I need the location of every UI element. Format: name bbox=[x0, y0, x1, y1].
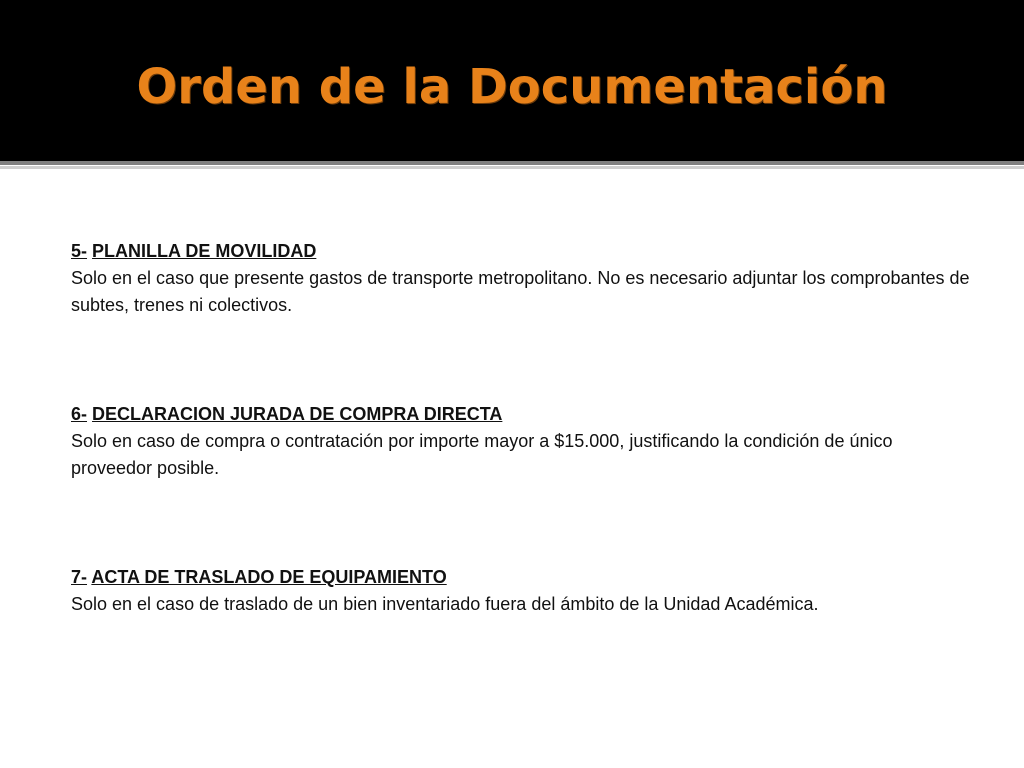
section-title: ACTA DE TRASLADO DE EQUIPAMIENTO bbox=[91, 567, 447, 587]
section-heading bbox=[71, 238, 971, 265]
slide-content bbox=[71, 238, 971, 618]
title-divider bbox=[0, 161, 1024, 165]
section-body: Solo en el caso que presente gastos de transporte metropolitano. No es necesario adjuntar los comprobantes de subtes, trenes ni colectivos. bbox=[71, 268, 970, 315]
section-acta-traslado bbox=[71, 564, 971, 618]
title-divider-light bbox=[0, 166, 1024, 169]
section-planilla-movilidad bbox=[71, 238, 971, 319]
section-body: Solo en el caso de traslado de un bien inventariado fuera del ámbito de la Unidad Académica. bbox=[71, 594, 819, 614]
section-title: DECLARACION JURADA DE COMPRA DIRECTA bbox=[92, 404, 503, 424]
title-band bbox=[0, 0, 1024, 161]
section-body: Solo en caso de compra o contratación por importe mayor a $15.000, justificando la condición de único proveedor posible. bbox=[71, 431, 893, 478]
section-heading bbox=[71, 564, 971, 591]
section-heading bbox=[71, 401, 971, 428]
section-number: 5- bbox=[71, 241, 88, 261]
slide-title: Orden de la Documentación bbox=[136, 59, 888, 115]
section-title: PLANILLA DE MOVILIDAD bbox=[92, 241, 317, 261]
section-declaracion-jurada bbox=[71, 401, 971, 482]
section-number: 6- bbox=[71, 404, 88, 424]
section-number: 7- bbox=[71, 567, 88, 587]
